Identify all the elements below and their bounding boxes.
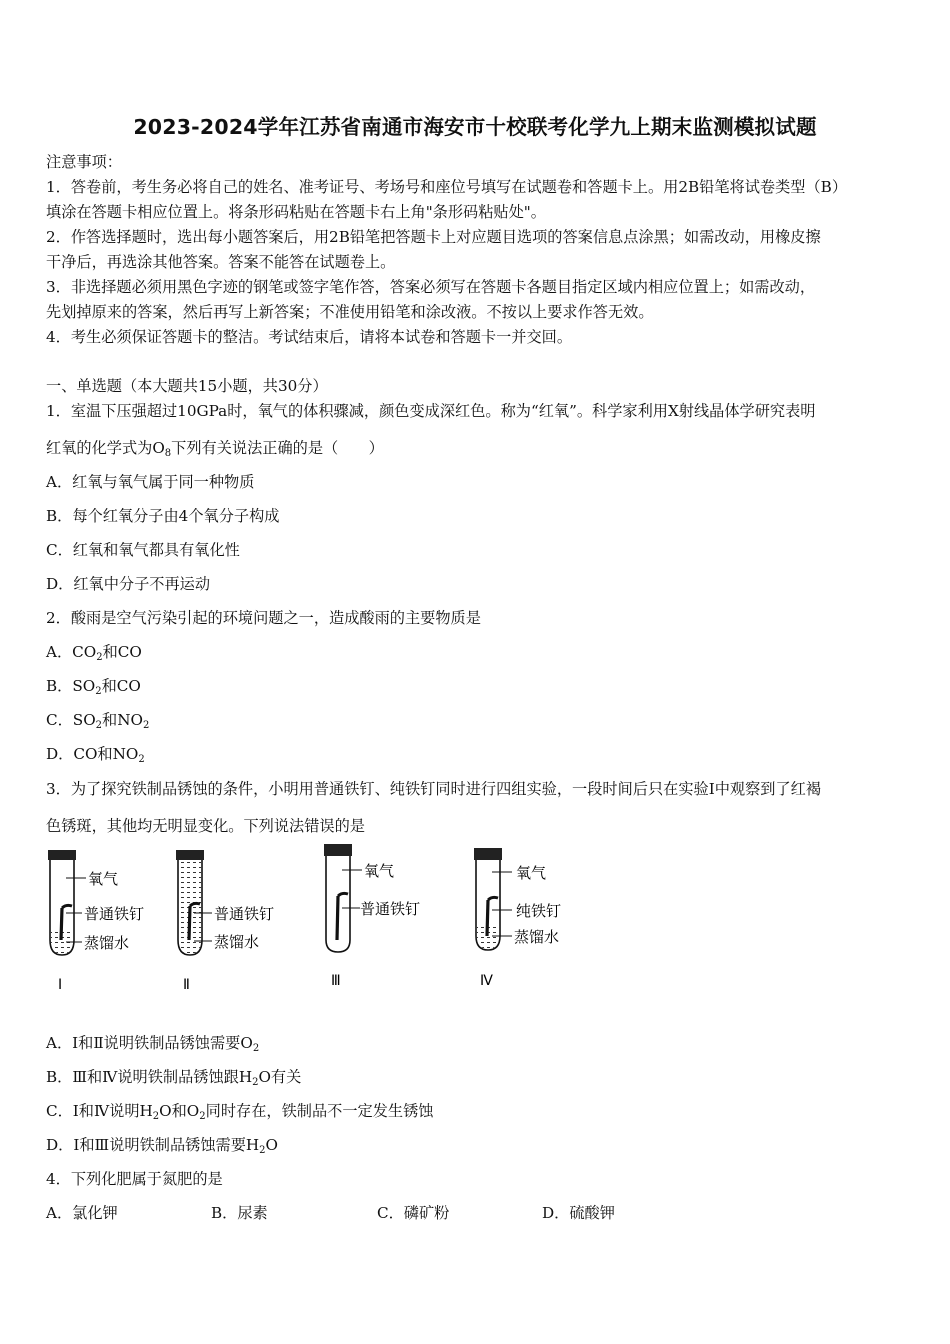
stopper (474, 848, 502, 860)
question-1-stem: 1．室温下压强超过10GPa时，氧气的体积骤减，颜色变成深红色。称为“红氧”。科学家利用X射线晶体学研究表明 (46, 402, 816, 420)
test-tube-2 (176, 850, 274, 993)
label-water: 蒸馏水 (214, 933, 260, 951)
test-tube-1 (48, 850, 144, 993)
question-1-option-b: B．每个红氧分子由4个氧分子构成 (46, 507, 280, 525)
label-nail: 纯铁钉 (516, 902, 562, 920)
question-3-stem-cont: 色锈斑，其他均无明显变化。下列说法错误的是 (46, 817, 365, 835)
notice-heading: 注意事项： (46, 153, 122, 171)
test-tube-3 (324, 844, 420, 989)
question-1-option-c: C．红氧和氧气都具有氧化性 (46, 541, 240, 559)
nail (189, 906, 190, 940)
label-numeral: Ⅲ (331, 973, 341, 989)
notice-line: 4．考生必须保证答题卡的整洁。考试结束后，请将本试卷和答题卡一并交回。 (46, 328, 573, 346)
label-oxygen: 氧气 (364, 862, 395, 880)
question-4-option-a: A．氯化钾 (46, 1204, 118, 1222)
label-water: 蒸馏水 (84, 934, 130, 952)
label-oxygen: 氧气 (516, 864, 547, 882)
test-tube-figure (0, 840, 950, 1000)
question-2-option-d: D．CO和$NO_2$ (46, 745, 145, 765)
stopper (176, 850, 204, 860)
label-numeral: Ⅳ (480, 973, 493, 989)
label-water: 蒸馏水 (514, 928, 560, 946)
question-2-stem: 2．酸雨是空气污染引起的环境问题之一，造成酸雨的主要物质是 (46, 609, 481, 627)
question-4-option-c: C．磷矿粉 (377, 1204, 450, 1222)
question-3-option-a: A．Ⅰ和Ⅱ说明铁制品锈蚀需要$O_2$ (46, 1034, 260, 1054)
label-oxygen: 氧气 (88, 870, 119, 888)
notice-line: 1．答卷前，考生务必将自己的姓名、准考证号、考场号和座位号填写在试题卷和答题卡上。用2B铅笔将试卷类型（B） (46, 178, 848, 196)
stopper (48, 850, 76, 860)
stopper (324, 844, 352, 856)
question-4-options (46, 1203, 615, 1223)
page-title: 2023-2024学年江苏省南通市海安市十校联考化学九上期末监测模拟试题 (133, 115, 817, 139)
question-2-option-a: A．$CO_2$和CO (46, 643, 142, 663)
question-4-option-d: D．硫酸钾 (542, 1204, 615, 1222)
label-nail: 普通铁钉 (84, 905, 145, 923)
notice-line: 2．作答选择题时，选出每小题答案后，用2B铅笔把答题卡上对应题目选项的答案信息点涂黑；如需改动，用橡皮擦 (46, 228, 821, 246)
nail (337, 896, 338, 940)
section-heading: 一、单选题（本大题共15小题，共30分） (46, 377, 328, 395)
label-nail: 普通铁钉 (360, 900, 421, 918)
label-nail: 普通铁钉 (214, 905, 275, 923)
nail (487, 900, 488, 936)
notice-line: 填涂在答题卡相应位置上。将条形码粘贴在答题卡右上角"条形码粘贴处"。 (46, 203, 546, 221)
question-4-stem: 4．下列化肥属于氮肥的是 (46, 1170, 223, 1188)
test-tube-4 (474, 848, 561, 989)
question-4-option-b: B．尿素 (211, 1204, 268, 1222)
question-3-option-b: B．Ⅲ和Ⅳ说明铁制品锈蚀跟$H_2O$有关 (46, 1068, 302, 1088)
question-3-stem: 3．为了探究铁制品锈蚀的条件，小明用普通铁钉、纯铁钉同时进行四组实验，一段时间后只在实验Ⅰ中观察到了红褐 (46, 780, 822, 798)
question-2-option-c: C．$SO_2$和$NO_2$ (46, 711, 150, 731)
question-1-stem-cont: 红氧的化学式为$O_8$下列有关说法正确的是（ ） (46, 439, 384, 459)
question-3-option-d: D．Ⅰ和Ⅲ说明铁制品锈蚀需要$H_2O$ (46, 1136, 278, 1156)
question-3-option-c: C．Ⅰ和Ⅳ说明$H_2O$和$O_2$同时存在，铁制品不一定发生锈蚀 (46, 1102, 434, 1122)
question-2-option-b: B．$SO_2$和CO (46, 677, 141, 697)
nail (61, 908, 62, 940)
notice-line: 干净后，再选涂其他答案。答案不能答在试题卷上。 (46, 253, 396, 271)
notice-line: 3．非选择题必须用黑色字迹的钢笔或签字笔作答，答案必须写在答题卡各题目指定区域内相应位置上；如需改动， (46, 278, 816, 296)
label-numeral: Ⅱ (183, 977, 190, 993)
question-1-option-d: D．红氧中分子不再运动 (46, 575, 211, 593)
question-1-option-a: A．红氧与氧气属于同一种物质 (46, 473, 255, 491)
label-numeral: Ⅰ (58, 977, 63, 993)
notice-line: 先划掉原来的答案，然后再写上新答案；不准使用铅笔和涂改液。不按以上要求作答无效。 (46, 303, 654, 321)
